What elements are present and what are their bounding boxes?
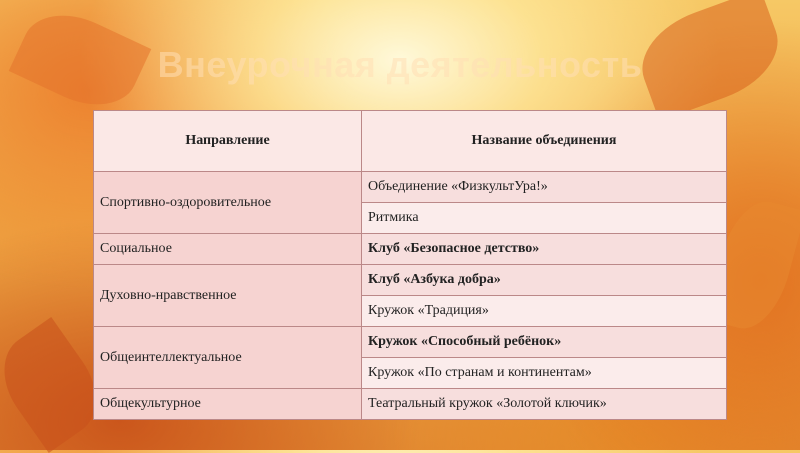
name-cell: Клуб «Безопасное детство» [362, 234, 727, 265]
name-cell: Объединение «ФизкультУра!» [362, 172, 727, 203]
name-cell: Театральный кружок «Золотой ключик» [362, 389, 727, 420]
column-header-direction: Направление [94, 111, 362, 172]
table-row [94, 265, 727, 296]
table-row [94, 172, 727, 203]
direction-cell: Общеинтеллектуальное [94, 327, 362, 389]
direction-cell: Общекультурное [94, 389, 362, 420]
table-row [94, 234, 727, 265]
direction-cell: Социальное [94, 234, 362, 265]
direction-cell: Спортивно-оздоровительное [94, 172, 362, 234]
name-cell: Кружок «Традиция» [362, 296, 727, 327]
name-cell: Кружок «По странам и континентам» [362, 358, 727, 389]
name-cell: Ритмика [362, 203, 727, 234]
column-header-name: Название объединения [362, 111, 727, 172]
direction-cell: Духовно-нравственное [94, 265, 362, 327]
table-header-row [94, 111, 727, 172]
name-cell: Кружок «Способный ребёнок» [362, 327, 727, 358]
name-cell: Клуб «Азбука добра» [362, 265, 727, 296]
table-row [94, 389, 727, 420]
activities-table [93, 110, 727, 420]
slide-title: Внеурочная деятельность [157, 44, 643, 85]
table-row [94, 327, 727, 358]
